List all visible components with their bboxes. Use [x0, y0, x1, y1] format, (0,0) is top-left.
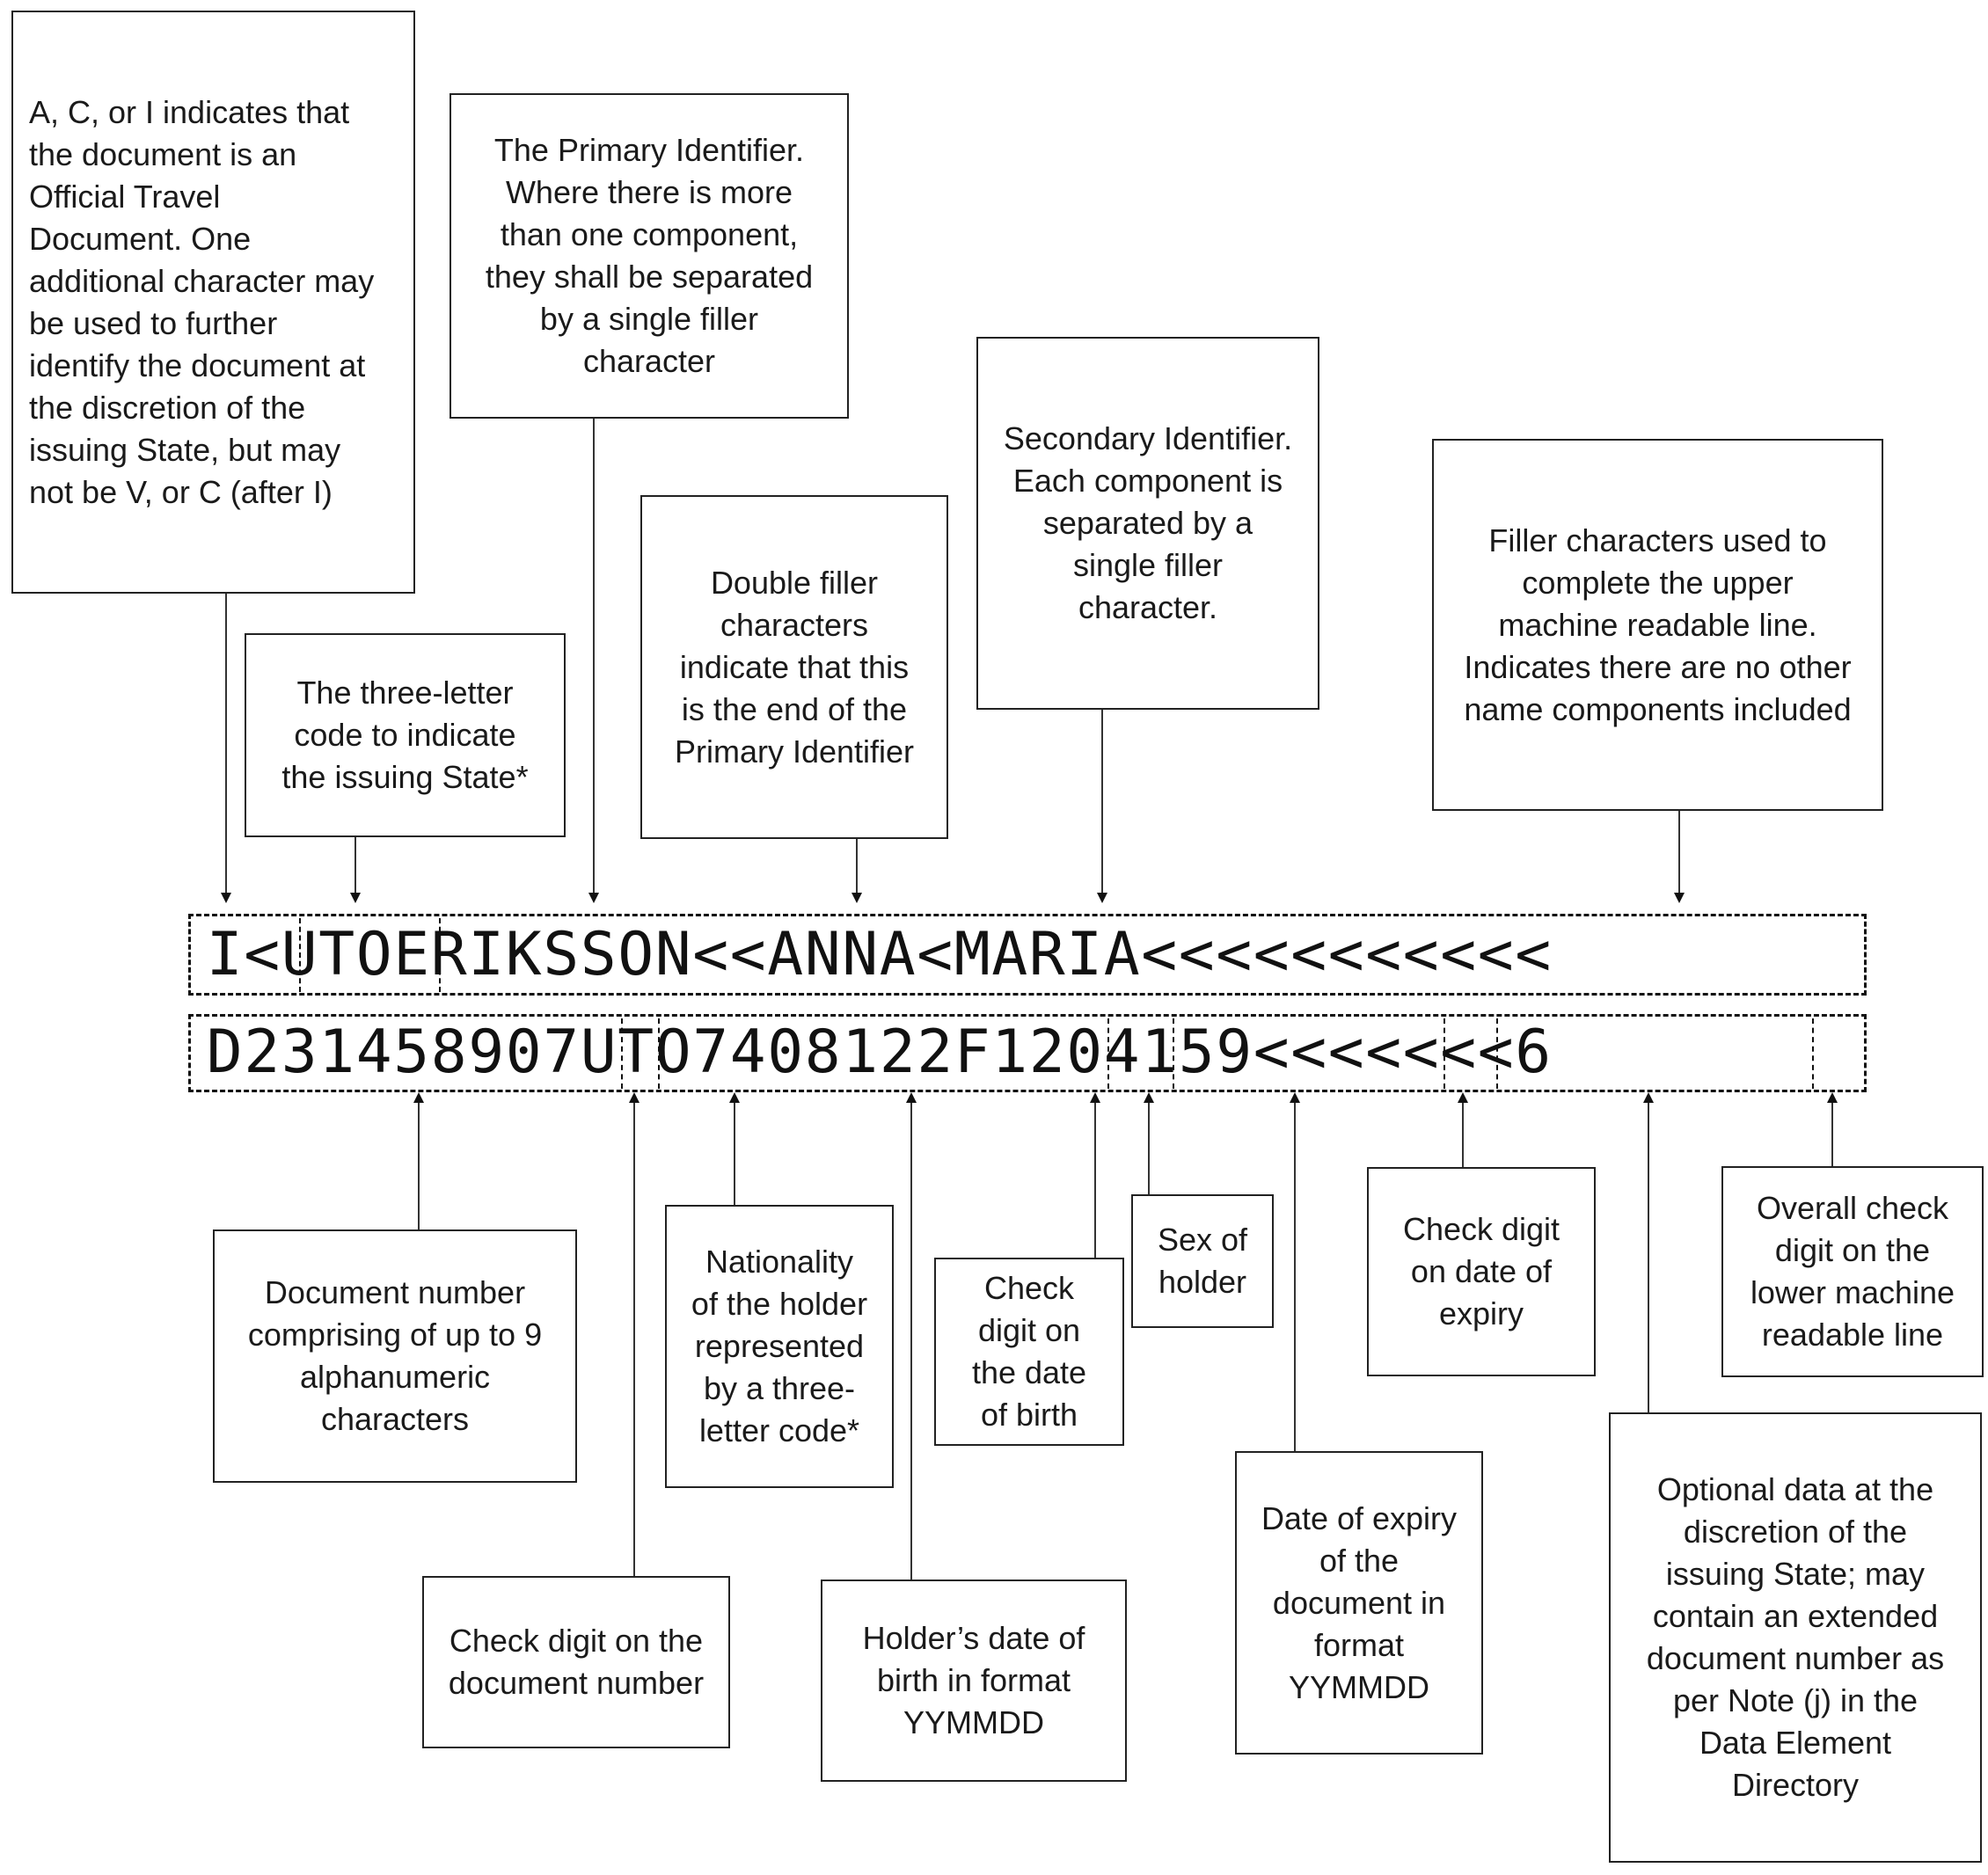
mrz-char: 7 [543, 1018, 580, 1087]
mrz-char: T [318, 920, 355, 989]
mrz-char: < [1515, 920, 1552, 989]
mrz-char: 1 [318, 1018, 355, 1087]
mrz-char: < [1141, 920, 1178, 989]
mrz-char: < [1365, 1018, 1402, 1087]
mrz-char: I [206, 920, 243, 989]
mrz-char: O [355, 920, 392, 989]
mrz-char: 2 [917, 1018, 954, 1087]
mrz-char: 1 [1141, 1018, 1178, 1087]
mrz-char: < [1365, 920, 1402, 989]
mrz-char: E [393, 920, 430, 989]
mrz-char: O [618, 920, 654, 989]
mrz-char: 2 [1028, 1018, 1065, 1087]
mrz-char: < [917, 920, 954, 989]
mrz-char: 7 [692, 1018, 729, 1087]
callout-date-of-expiry: Date of expiry of the document in format YYMMDD [1235, 1451, 1483, 1755]
callout-optional-data: Optional data at the discretion of the issuing State; may contain an extended document number as per Note (j) in the Data Element Directory [1609, 1412, 1982, 1863]
mrz-char: < [1178, 920, 1215, 989]
callout-issuing-state: The three-letter code to indicate the issuing State* [245, 633, 566, 837]
mrz-char: 3 [281, 1018, 318, 1087]
callout-primary-identifier: The Primary Identifier. Where there is more than one component, they shall be separated by a single filler character [449, 93, 849, 419]
mrz-char: < [692, 920, 729, 989]
mrz-char: 1 [991, 1018, 1028, 1087]
mrz-char: < [1440, 1018, 1477, 1087]
mrz-char: 0 [1066, 1018, 1103, 1087]
callout-check-digit-expiry: Check digit on date of expiry [1367, 1167, 1596, 1376]
mrz-char: R [430, 920, 467, 989]
mrz-char: 9 [1216, 1018, 1253, 1087]
mrz-char: 0 [767, 1018, 804, 1087]
callout-filler-upper: Filler characters used to complete the upper machine readable line. Indicates there are no other name components included [1432, 439, 1883, 811]
mrz-char: N [654, 920, 691, 989]
mrz-char: 8 [430, 1018, 467, 1087]
callout-secondary-identifier: Secondary Identifier. Each component is separated by a single filler character. [976, 337, 1319, 710]
mrz-char: < [1327, 1018, 1364, 1087]
mrz-char: A [879, 920, 916, 989]
callout-date-of-birth: Holder’s date of birth in format YYMMDD [821, 1580, 1127, 1782]
callout-sex: Sex of holder [1131, 1194, 1274, 1328]
mrz-char: < [729, 920, 766, 989]
mrz-char: 2 [244, 1018, 281, 1087]
mrz-char: 5 [1178, 1018, 1215, 1087]
mrz-char: O [654, 1018, 691, 1087]
mrz-char: N [804, 920, 841, 989]
mrz-char: T [618, 1018, 654, 1087]
mrz-lower-divider [1812, 1018, 1814, 1089]
mrz-char: I [468, 920, 505, 989]
mrz-char: 2 [879, 1018, 916, 1087]
mrz-char: A [767, 920, 804, 989]
mrz-char: 4 [729, 1018, 766, 1087]
mrz-char: M [954, 920, 990, 989]
mrz-char: < [1477, 920, 1514, 989]
mrz-char: < [1477, 1018, 1514, 1087]
mrz-char: 9 [468, 1018, 505, 1087]
mrz-char: U [580, 1018, 617, 1087]
mrz-char: < [1440, 920, 1477, 989]
mrz-char: I [1066, 920, 1103, 989]
mrz-char: 8 [804, 1018, 841, 1087]
mrz-char: < [244, 920, 281, 989]
mrz-char: 0 [505, 1018, 542, 1087]
mrz-char: 4 [1103, 1018, 1140, 1087]
mrz-char: 5 [393, 1018, 430, 1087]
callout-check-digit-dob: Check digit on the date of birth [934, 1258, 1124, 1446]
mrz-lower-line [206, 1018, 1552, 1087]
mrz-char: S [543, 920, 580, 989]
callout-double-filler: Double filler characters indicate that this is the end of the Primary Identifier [640, 495, 948, 839]
mrz-char: 1 [842, 1018, 879, 1087]
mrz-char: U [281, 920, 318, 989]
mrz-char: < [1253, 1018, 1290, 1087]
mrz-char: < [1402, 920, 1439, 989]
callout-document-type: A, C, or I indicates that the document is an Official Travel Document. One additional character may be used to further identify the document at the discretion of the issuing State, but may not be V, or C (after I) [11, 11, 415, 594]
mrz-char: 4 [355, 1018, 392, 1087]
mrz-upper-line [206, 920, 1552, 989]
mrz-char: < [1327, 920, 1364, 989]
mrz-char: F [954, 1018, 990, 1087]
mrz-char: < [1402, 1018, 1439, 1087]
mrz-char: A [991, 920, 1028, 989]
callout-document-number: Document number comprising of up to 9 alphanumeric characters [213, 1229, 577, 1483]
callout-nationality: Nationality of the holder represented by a three- letter code* [665, 1205, 894, 1488]
mrz-char: < [1216, 920, 1253, 989]
mrz-char: 6 [1515, 1018, 1552, 1087]
mrz-char: A [1103, 920, 1140, 989]
mrz-char: < [1253, 920, 1290, 989]
mrz-char: S [580, 920, 617, 989]
callout-overall-check: Overall check digit on the lower machine readable line [1721, 1166, 1984, 1377]
mrz-char: D [206, 1018, 243, 1087]
mrz-char: < [1290, 1018, 1327, 1087]
mrz-char: N [842, 920, 879, 989]
mrz-char: K [505, 920, 542, 989]
mrz-char: < [1290, 920, 1327, 989]
callout-check-digit-docnum: Check digit on the document number [422, 1576, 730, 1748]
mrz-char: R [1028, 920, 1065, 989]
